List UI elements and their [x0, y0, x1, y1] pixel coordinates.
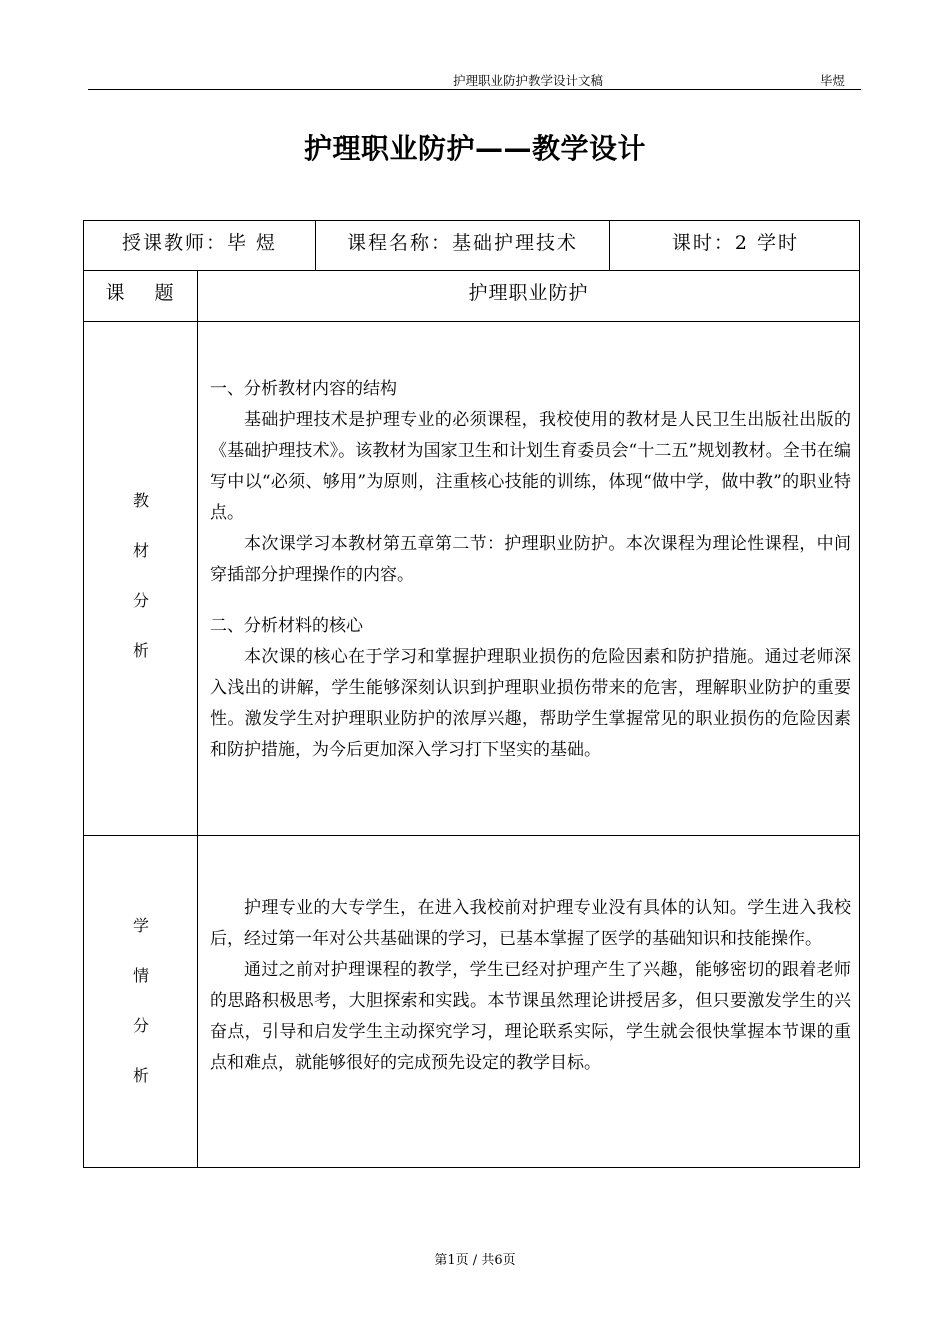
page-title: 护理职业防护——教学设计	[303, 132, 646, 165]
student-analysis-label	[84, 901, 198, 1101]
page-footer: 第1页 / 共6页	[434, 1253, 516, 1268]
header-doc-name: 护理职业防护教学设计文稿	[453, 73, 604, 88]
student-label-char: 学	[132, 916, 149, 935]
paragraph: 基础护理技术是护理专业的必须课程，我校使用的教材是人民卫生出版社出版的《基础护理技术》。该教材为国家卫生和计划生育委员会“十二五”规划教材。全书在编写中以“必须、够用”为原则，注重核心技能的训练，体现“做中学，做中教”的职业特点。	[210, 410, 851, 523]
section-heading: 二、分析材料的核心	[210, 616, 363, 636]
paragraph: 护理专业的大专学生，在进入我校前对护理专业没有具体的认知。学生进入我校后，经过第一年对公共基础课的学习，已基本掌握了医学的基础知识和技能操作。	[210, 898, 851, 949]
hours-cell: 课时：2 学时	[671, 232, 800, 254]
material-label-char: 材	[132, 541, 149, 560]
teacher-cell: 授课教师：毕 煜	[84, 221, 316, 270]
topic-label: 课 题	[84, 271, 198, 321]
student-label-char: 分	[132, 1016, 149, 1035]
material-analysis-content	[210, 374, 851, 766]
lesson-design-table	[83, 220, 860, 1168]
student-label-char: 析	[132, 1066, 149, 1085]
section-heading: 一、分析教材内容的结构	[210, 379, 397, 399]
info-row	[84, 221, 859, 271]
material-label-col	[84, 322, 198, 835]
topic-row	[84, 271, 859, 322]
student-label-col	[84, 836, 198, 1167]
paragraph: 本次课学习本教材第五章第二节：护理职业防护。本次课程为理论性课程，中间穿插部分护理操作的内容。	[210, 534, 851, 585]
course-cell: 课程名称：基础护理技术	[316, 221, 610, 270]
paragraph: 通过之前对护理课程的教学，学生已经对护理产生了兴趣，能够密切的跟着老师的思路积极思考，大胆探索和实践。本节课虽然理论讲授居多，但只要激发学生的兴奋点，引导和启发学生主动探究学习，理论联系实际，学生就会很快掌握本节课的重点和难点，就能够很好的完成预先设定的教学目标。	[210, 960, 851, 1073]
header-author: 毕煜	[819, 73, 845, 88]
student-label-char: 情	[132, 966, 149, 985]
student-analysis-row	[84, 836, 859, 1167]
material-analysis-label	[84, 476, 198, 676]
material-label-char: 分	[132, 591, 149, 610]
material-analysis-row	[84, 322, 859, 836]
material-label-char: 教	[132, 491, 149, 510]
material-label-char: 析	[132, 641, 149, 660]
paragraph: 本次课的核心在于学习和掌握护理职业损伤的危险因素和防护措施。通过老师深入浅出的讲解，学生能够深刻认识到护理职业损伤带来的危害，理解职业防护的重要性。激发学生对护理职业防护的浓厚兴趣，帮助学生掌握常见的职业损伤的危险因素和防护措施，为今后更加深入学习打下坚实的基础。	[210, 647, 851, 760]
student-analysis-content	[210, 893, 851, 1079]
running-header	[88, 70, 861, 90]
topic-value: 护理职业防护	[468, 282, 589, 304]
